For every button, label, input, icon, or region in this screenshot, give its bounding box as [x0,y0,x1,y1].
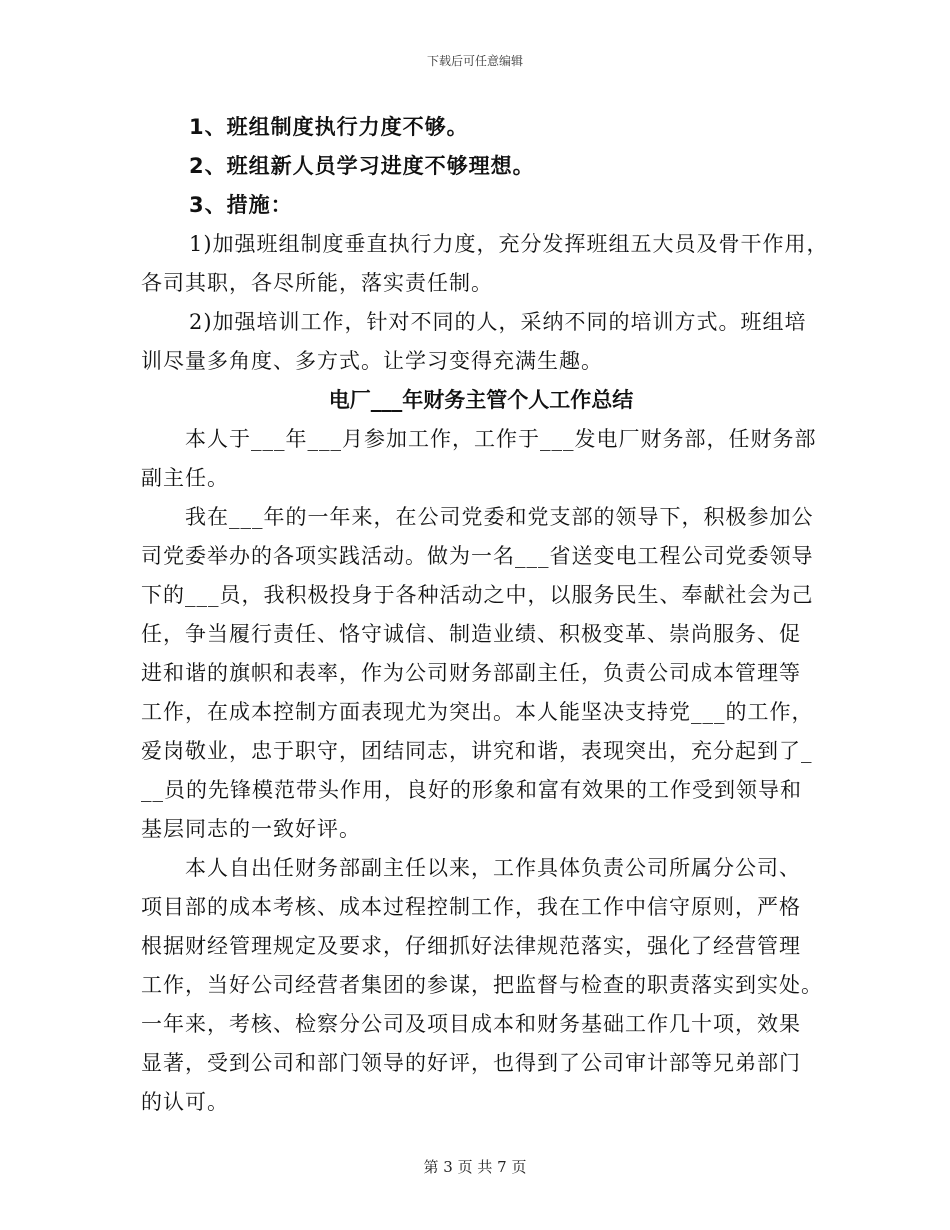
paragraph-3-line-6: 显著，受到公司和部门领导的好评，也得到了公司审计部等兄弟部门 [141,1051,801,1075]
paragraph-2-line-6: 工作，在成本控制方面表现尤为突出。本人能坚决支持党___的工作， [141,700,814,724]
paragraph-3-line-3: 根据财经管理规定及要求，仔细抓好法律规范落实，强化了经营管理 [141,934,801,958]
list-item-1: 1、班组制度执行力度不够。 [189,115,469,139]
paragraph-1-line-2: 副主任。 [141,466,229,490]
paragraph-2-line-9: 基层同志的一致好评。 [141,817,361,841]
page-header-note: 下载后可任意编辑 [426,54,523,68]
document-body [141,108,829,1122]
paragraph-3-line-2: 项目部的成本考核、成本过程控制工作，我在工作中信守原则，严格 [141,895,801,919]
section-title: 电厂___年财务主管个人工作总结 [328,388,634,412]
paragraph-2-line-8: __员的先锋模范带头作用，良好的形象和富有效果的工作受到领导和 [141,778,802,802]
paragraph-2-line-2: 司党委举办的各项实践活动。做为一名___省送变电工程公司党委领导 [141,544,814,568]
paragraph-3-line-1: 本人自出任财务部副主任以来，工作具体负责公司所属分公司、 [185,856,801,880]
measure-1-line-1: 1)加强班组制度垂直执行力度，充分发挥班组五大员及骨干作用， [189,232,829,256]
paragraph-2-line-3: 下的___员，我积极投身于各种活动之中，以服务民生、奉献社会为己 [141,583,814,607]
paragraph-2-line-1: 我在___年的一年来，在公司党委和党支部的领导下，积极参加公 [185,505,814,529]
list-item-2: 2、班组新人员学习进度不够理想。 [189,154,535,178]
paragraph-3-line-7: 的认可。 [141,1090,229,1114]
page-number: 第 3 页 共 7 页 [423,1158,527,1176]
paragraph-3-line-4: 工作，当好公司经营者集团的参谋，把监督与检查的职责落实到实处。 [141,973,823,997]
paragraph-1-line-1: 本人于___年___月参加工作，工作于___发电厂财务部，任财务部 [185,427,817,451]
paragraph-2-line-4: 任，争当履行责任、恪守诚信、制造业绩、积极变革、崇尚服务、促 [141,622,801,646]
measure-2-line-1: 2)加强培训工作，针对不同的人，采纳不同的培训方式。班组培 [189,310,807,334]
paragraph-2-line-5: 进和谐的旗帜和表率，作为公司财务部副主任，负责公司成本管理等 [141,661,801,685]
paragraph-3-line-5: 一年来，考核、检察分公司及项目成本和财务基础工作几十项，效果 [141,1012,801,1036]
measure-2-line-2: 训尽量多角度、多方式。让学习变得充满生趣。 [141,349,603,373]
paragraph-2-line-7: 爱岗敬业，忠于职守，团结同志，讲究和谐，表现突出，充分起到了_ [141,739,813,763]
measure-1-line-2: 各司其职，各尽所能，落实责任制。 [141,271,493,295]
list-item-3: 3、措施： [189,193,293,217]
